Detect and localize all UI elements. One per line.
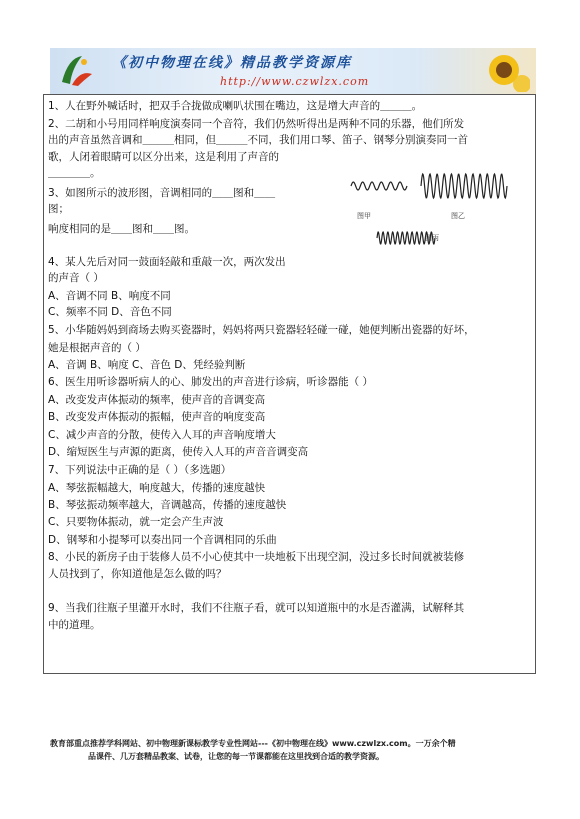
footer-line-2: 品课件、几万套精品教案、试卷，让您的每一节课都能在这里找到合适的教学资源。	[88, 752, 384, 761]
question-line: C、只要物体振动，就一定会产生声波	[48, 516, 224, 528]
question-line: 图；	[48, 203, 69, 215]
question-line: 8、小民的新房子由于装修人员不小心使其中一块地板下出现空洞，没过多长时间就被装修	[48, 551, 465, 563]
site-logo-icon	[58, 52, 96, 90]
question-line: C、减少声音的分散，使传入人耳的声音响度增大	[48, 429, 276, 441]
question-line: 她是根据声音的（ ）	[48, 342, 146, 354]
footer-line-1: 教育部重点推荐学科网站、初中物理新课标教学专业性网站---《初中物理在线》www.czwlzx.com。一万余个精	[50, 739, 456, 748]
figure-caption-bing: 图丙	[425, 234, 439, 242]
question-line: 5、小华随妈妈到商场去购买瓷器时，妈妈将两只瓷器轻轻碰一碰，她便判断出瓷器的好坏，	[48, 324, 475, 336]
question-line: 响度相同的是＿＿图和＿＿图。	[48, 223, 195, 235]
waveform-jia	[351, 182, 407, 190]
question-line: A、改变发声体振动的频率，使声音的音调变高	[48, 394, 266, 406]
question-line: ＿＿＿＿。	[48, 167, 101, 179]
question-line: A、音调 B、响度 C、音色 D、凭经验判断	[48, 359, 246, 371]
question-line: 人员找到了，你知道他是怎么做的吗？	[48, 568, 227, 580]
banner-title: 《初中物理在线》精品教学资源库	[112, 55, 352, 71]
question-line: 1、人在野外喊话时，把双手合拢做成喇叭状围在嘴边，这是增大声音的＿＿＿。	[48, 100, 423, 112]
question-line: D、缩短医生与声源的距离，使传入人耳的声音音调变高	[48, 446, 309, 458]
banner-url: http://www.czwlzx.com	[220, 75, 370, 88]
question-line: 9、当我们往瓶子里灌开水时，我们不往瓶子看，就可以知道瓶中的水是否灌满，试解释其	[48, 602, 465, 614]
question-line: B、改变发声体振动的振幅，使声音的响度变高	[48, 411, 266, 423]
question-line: 7、下列说法中正确的是（ ）（多选题）	[48, 464, 232, 476]
question-line: D、钢琴和小提琴可以奏出同一个音调相同的乐曲	[48, 534, 277, 546]
question-line: B、琴弦振动频率越大，音调越高，传播的速度越快	[48, 499, 287, 511]
question-line: 出的声音虽然音调和＿＿＿相同，但＿＿＿不同，我们用口琴、笛子、钢琴分别演奏同一首	[48, 134, 468, 146]
question-line: 6、医生用听诊器听病人的心、肺发出的声音进行诊病，听诊器能（ ）	[48, 376, 374, 388]
question-line: C、频率不同 D、音色不同	[48, 306, 172, 318]
question-line: A、音调不同 B、响度不同	[48, 290, 171, 302]
waveform-yi	[421, 174, 507, 198]
question-line: A、琴弦振幅越大，响度越大，传播的速度越快	[48, 482, 266, 494]
question-line: 中的道理。	[48, 619, 101, 631]
question-line: 2、二胡和小号用同样响度演奏同一个音符，我们仍然听得出是两种不同的乐器，他们所发	[48, 118, 465, 130]
question-line: 4、某人先后对同一鼓面轻敲和重敲一次，两次发出	[48, 256, 286, 268]
question-line: 3、如图所示的波形图，音调相同的＿＿图和＿＿	[48, 187, 276, 199]
figure-caption-jia: 图甲	[357, 212, 371, 220]
question-line: 歌，人闭着眼睛可以区分出来，这是利用了声音的	[48, 151, 279, 163]
figure-caption-yi: 图乙	[451, 212, 465, 220]
question-line: 的声音（ ）	[48, 272, 104, 284]
sunflower-icon	[470, 50, 530, 92]
site-banner	[50, 48, 536, 94]
